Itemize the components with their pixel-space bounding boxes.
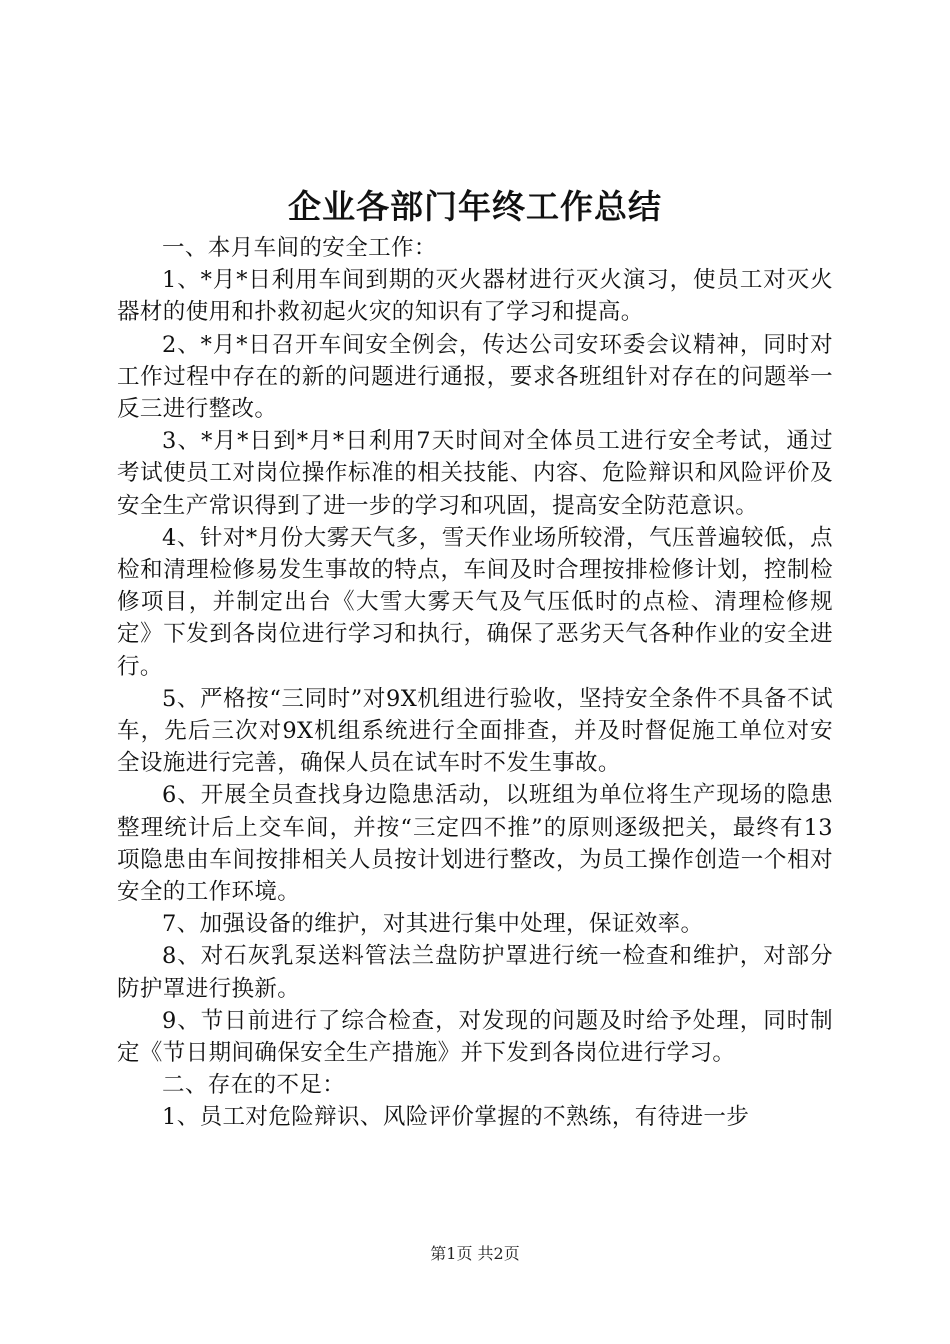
paragraph: 7、加强设备的维护，对其进行集中处理，保证效率。 bbox=[162, 911, 704, 938]
section-heading: 一、本月车间的安全工作： bbox=[162, 235, 437, 261]
paragraph: 5、严格按“三同时”对9X机组进行验收，坚持安全条件不具备不试车，先后三次对9X机组系统进行全面排查，并及时督促施工单位对安全设施进行完善，确保人员在试车时不发生事故。 bbox=[117, 685, 833, 777]
document-body bbox=[117, 232, 833, 1134]
paragraph: 2、*月*日召开车间安全例会，传达公司安环委会议精神，同时对工作过程中存在的新的问题进行通报，要求各班组针对存在的问题举一反三进行整改。 bbox=[117, 331, 833, 423]
page-title: 企业各部门年终工作总结 bbox=[288, 187, 662, 226]
paragraph: 3、*月*日到*月*日利用7天时间对全体员工进行安全考试，通过考试使员工对岗位操作标准的相关技能、内容、危险辩识和风险评价及安全生产常识得到了进一步的学习和巩固，提高安全防范意识。 bbox=[117, 428, 833, 519]
paragraph: 1、员工对危险辩识、风险评价掌握的不熟练，有待进一步 bbox=[162, 1104, 750, 1131]
paragraph: 9、节日前进行了综合检查，对发现的问题及时给予处理，同时制定《节日期间确保安全生产措施》并下发到各岗位进行学习。 bbox=[117, 1007, 833, 1067]
section-heading: 二、存在的不足： bbox=[162, 1072, 346, 1099]
paragraph: 4、针对*月份大雾天气多，雪天作业场所较滑，气压普遍较低，点检和清理检修易发生事故的特点，车间及时合理按排检修计划，控制检修项目，并制定出台《大雪大雾天气及气压低时的点检、清理检修规定》下发到各岗位进行学习和执行，确保了恶劣天气各种作业的安全进行。 bbox=[117, 524, 833, 680]
paragraph: 8、对石灰乳泵送料管法兰盘防护罩进行统一检查和维护，对部分防护罩进行换新。 bbox=[117, 943, 833, 1002]
paragraph: 6、开展全员查找身边隐患活动，以班组为单位将生产现场的隐患整理统计后上交车间，并按“三定四不推”的原则逐级把关，最终有13项隐患由车间按排相关人员按计划进行整改，为员工操作创造一个相对安全的工作环境。 bbox=[117, 782, 833, 906]
paragraph: 1、*月*日利用车间到期的灭火器材进行灭火演习，使员工对灭火器材的使用和扑救初起火灾的知识有了学习和提高。 bbox=[117, 267, 833, 326]
page-footer: 第1页 共2页 bbox=[430, 1244, 520, 1263]
